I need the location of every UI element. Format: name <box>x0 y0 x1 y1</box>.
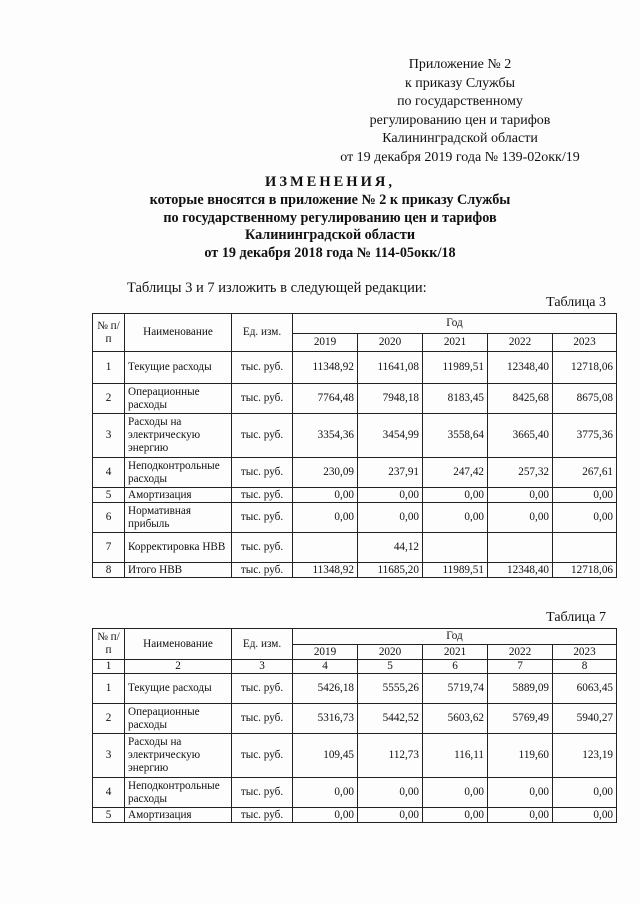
row-value: 0,00 <box>553 808 617 823</box>
row-value: 230,09 <box>293 458 358 488</box>
row-value: 247,42 <box>423 458 488 488</box>
year-header: 2021 <box>423 645 488 660</box>
header-num: № п/п <box>93 629 125 660</box>
table-row <box>93 414 617 458</box>
row-value: 8675,08 <box>553 384 617 414</box>
header-name: Наименование <box>125 314 232 352</box>
row-value <box>423 533 488 563</box>
heading-line: Калининградской области <box>244 227 415 244</box>
row-value: 3775,36 <box>553 414 617 458</box>
table7-caption: Таблица 7 <box>546 610 606 625</box>
row-value: 0,00 <box>358 808 423 823</box>
row-unit: тыс. руб. <box>232 352 293 384</box>
row-value: 0,00 <box>423 488 488 503</box>
table-row <box>93 808 617 823</box>
column-number: 7 <box>488 660 553 674</box>
row-value: 11348,92 <box>293 563 358 578</box>
document-heading <box>40 174 620 263</box>
row-value: 44,12 <box>358 533 423 563</box>
table-row <box>93 734 617 778</box>
row-value: 5442,52 <box>358 704 423 734</box>
row-unit: тыс. руб. <box>232 563 293 578</box>
column-number: 8 <box>553 660 617 674</box>
row-value: 3454,99 <box>358 414 423 458</box>
row-value: 3354,36 <box>293 414 358 458</box>
appendix-line: Калининградской области <box>382 131 538 147</box>
row-value <box>553 533 617 563</box>
appendix-reference <box>310 56 610 168</box>
column-number: 1 <box>93 660 125 674</box>
row-value: 267,61 <box>553 458 617 488</box>
row-value: 0,00 <box>488 778 553 808</box>
heading-line: которые вносятся в приложение № 2 к приказу Службы <box>149 191 511 208</box>
column-number: 4 <box>293 660 358 674</box>
row-value: 0,00 <box>293 488 358 503</box>
row-value: 0,00 <box>553 488 617 503</box>
table-row <box>93 778 617 808</box>
row-name: Операционные расходы <box>125 704 232 734</box>
row-value: 11685,20 <box>358 563 423 578</box>
table-row <box>93 384 617 414</box>
row-value: 3558,64 <box>423 414 488 458</box>
year-header: 2022 <box>488 334 553 352</box>
row-value: 0,00 <box>423 778 488 808</box>
row-unit: тыс. руб. <box>232 778 293 808</box>
row-number: 5 <box>93 808 125 823</box>
intro-text: Таблицы 3 и 7 изложить в следующей редакции: <box>127 280 427 296</box>
heading-line: по государственному регулированию цен и тарифов <box>163 209 497 226</box>
row-unit: тыс. руб. <box>232 533 293 563</box>
row-value: 12718,06 <box>553 352 617 384</box>
row-unit: тыс. руб. <box>232 674 293 704</box>
column-number: 5 <box>358 660 423 674</box>
row-name: Расходы на электрическую энергию <box>125 734 232 778</box>
table7 <box>92 628 617 823</box>
row-value: 0,00 <box>293 778 358 808</box>
row-unit: тыс. руб. <box>232 384 293 414</box>
row-name: Неподконтрольные расходы <box>125 778 232 808</box>
row-unit: тыс. руб. <box>232 734 293 778</box>
row-value: 0,00 <box>488 488 553 503</box>
row-value: 116,11 <box>423 734 488 778</box>
row-value: 11641,08 <box>358 352 423 384</box>
row-value: 3665,40 <box>488 414 553 458</box>
year-header: 2020 <box>358 334 423 352</box>
row-value: 0,00 <box>358 503 423 533</box>
row-value: 12348,40 <box>488 352 553 384</box>
row-number: 8 <box>93 563 125 578</box>
year-header: 2023 <box>553 334 617 352</box>
row-value: 12718,06 <box>553 563 617 578</box>
table-row <box>93 674 617 704</box>
row-number: 1 <box>93 674 125 704</box>
row-name: Неподконтрольные расходы <box>125 458 232 488</box>
year-header: 2019 <box>293 334 358 352</box>
row-name: Текущие расходы <box>125 674 232 704</box>
row-number: 4 <box>93 778 125 808</box>
row-value: 0,00 <box>553 778 617 808</box>
row-value: 5555,26 <box>358 674 423 704</box>
row-unit: тыс. руб. <box>232 488 293 503</box>
table-row <box>93 563 617 578</box>
row-value: 5889,09 <box>488 674 553 704</box>
row-value: 5603,62 <box>423 704 488 734</box>
row-value: 0,00 <box>293 503 358 533</box>
row-value: 12348,40 <box>488 563 553 578</box>
row-unit: тыс. руб. <box>232 414 293 458</box>
table-row <box>93 352 617 384</box>
table-row <box>93 458 617 488</box>
row-number: 2 <box>93 704 125 734</box>
row-name: Операционные расходы <box>125 384 232 414</box>
row-value: 11348,92 <box>293 352 358 384</box>
header-year-group: Год <box>293 629 617 645</box>
row-value: 5769,49 <box>488 704 553 734</box>
row-value: 0,00 <box>293 808 358 823</box>
row-value: 5940,27 <box>553 704 617 734</box>
row-unit: тыс. руб. <box>232 808 293 823</box>
row-unit: тыс. руб. <box>232 503 293 533</box>
row-value: 8183,45 <box>423 384 488 414</box>
appendix-line: Приложение № 2 <box>408 57 512 72</box>
row-number: 2 <box>93 384 125 414</box>
row-value: 0,00 <box>553 503 617 533</box>
row-number: 5 <box>93 488 125 503</box>
row-number: 3 <box>93 414 125 458</box>
row-number: 7 <box>93 533 125 563</box>
row-value: 5719,74 <box>423 674 488 704</box>
row-value: 0,00 <box>358 778 423 808</box>
heading-title: ИЗМЕНЕНИЯ, <box>265 174 395 190</box>
row-value: 5316,73 <box>293 704 358 734</box>
header-unit: Ед. изм. <box>232 629 293 660</box>
row-number: 4 <box>93 458 125 488</box>
appendix-line: по государственному <box>397 94 523 110</box>
year-header: 2020 <box>358 645 423 660</box>
appendix-line: регулированию цен и тарифов <box>369 112 551 128</box>
table-row <box>93 704 617 734</box>
row-value: 0,00 <box>488 503 553 533</box>
row-value: 119,60 <box>488 734 553 778</box>
table3-caption: Таблица 3 <box>546 295 606 310</box>
row-value: 7764,48 <box>293 384 358 414</box>
row-name: Амортизация <box>125 808 232 823</box>
row-value <box>293 533 358 563</box>
row-value: 6063,45 <box>553 674 617 704</box>
row-value: 11989,51 <box>423 352 488 384</box>
row-value: 5426,18 <box>293 674 358 704</box>
row-number: 6 <box>93 503 125 533</box>
row-value: 7948,18 <box>358 384 423 414</box>
year-header: 2021 <box>423 334 488 352</box>
row-number: 3 <box>93 734 125 778</box>
column-number: 2 <box>125 660 232 674</box>
year-header: 2023 <box>553 645 617 660</box>
appendix-line: от 19 декабря 2019 года № 139-02окк/19 <box>340 149 580 165</box>
row-name: Нормативная прибыль <box>125 503 232 533</box>
table-row <box>93 533 617 563</box>
appendix-line: к приказу Службы <box>405 75 515 91</box>
header-name: Наименование <box>125 629 232 660</box>
row-unit: тыс. руб. <box>232 458 293 488</box>
header-num: № п/п <box>93 314 125 352</box>
row-number: 1 <box>93 352 125 384</box>
row-value: 0,00 <box>358 488 423 503</box>
heading-line: от 19 декабря 2018 года № 114-05окк/18 <box>204 245 456 262</box>
row-value: 0,00 <box>488 808 553 823</box>
year-header: 2022 <box>488 645 553 660</box>
column-number: 3 <box>232 660 293 674</box>
row-value: 0,00 <box>423 503 488 533</box>
row-value: 11989,51 <box>423 563 488 578</box>
row-value <box>488 533 553 563</box>
header-year-group: Год <box>293 314 617 334</box>
row-value: 257,32 <box>488 458 553 488</box>
row-value: 237,91 <box>358 458 423 488</box>
row-name: Текущие расходы <box>125 352 232 384</box>
row-value: 0,00 <box>423 808 488 823</box>
row-name: Амортизация <box>125 488 232 503</box>
table-row <box>93 488 617 503</box>
row-value: 8425,68 <box>488 384 553 414</box>
header-unit: Ед. изм. <box>232 314 293 352</box>
row-name: Итого НВВ <box>125 563 232 578</box>
table3 <box>92 313 617 578</box>
row-name: Корректировка НВВ <box>125 533 232 563</box>
year-header: 2019 <box>293 645 358 660</box>
row-value: 123,19 <box>553 734 617 778</box>
column-number: 6 <box>423 660 488 674</box>
table-row <box>93 503 617 533</box>
row-value: 112,73 <box>358 734 423 778</box>
row-unit: тыс. руб. <box>232 704 293 734</box>
row-name: Расходы на электрическую энергию <box>125 414 232 458</box>
row-value: 109,45 <box>293 734 358 778</box>
